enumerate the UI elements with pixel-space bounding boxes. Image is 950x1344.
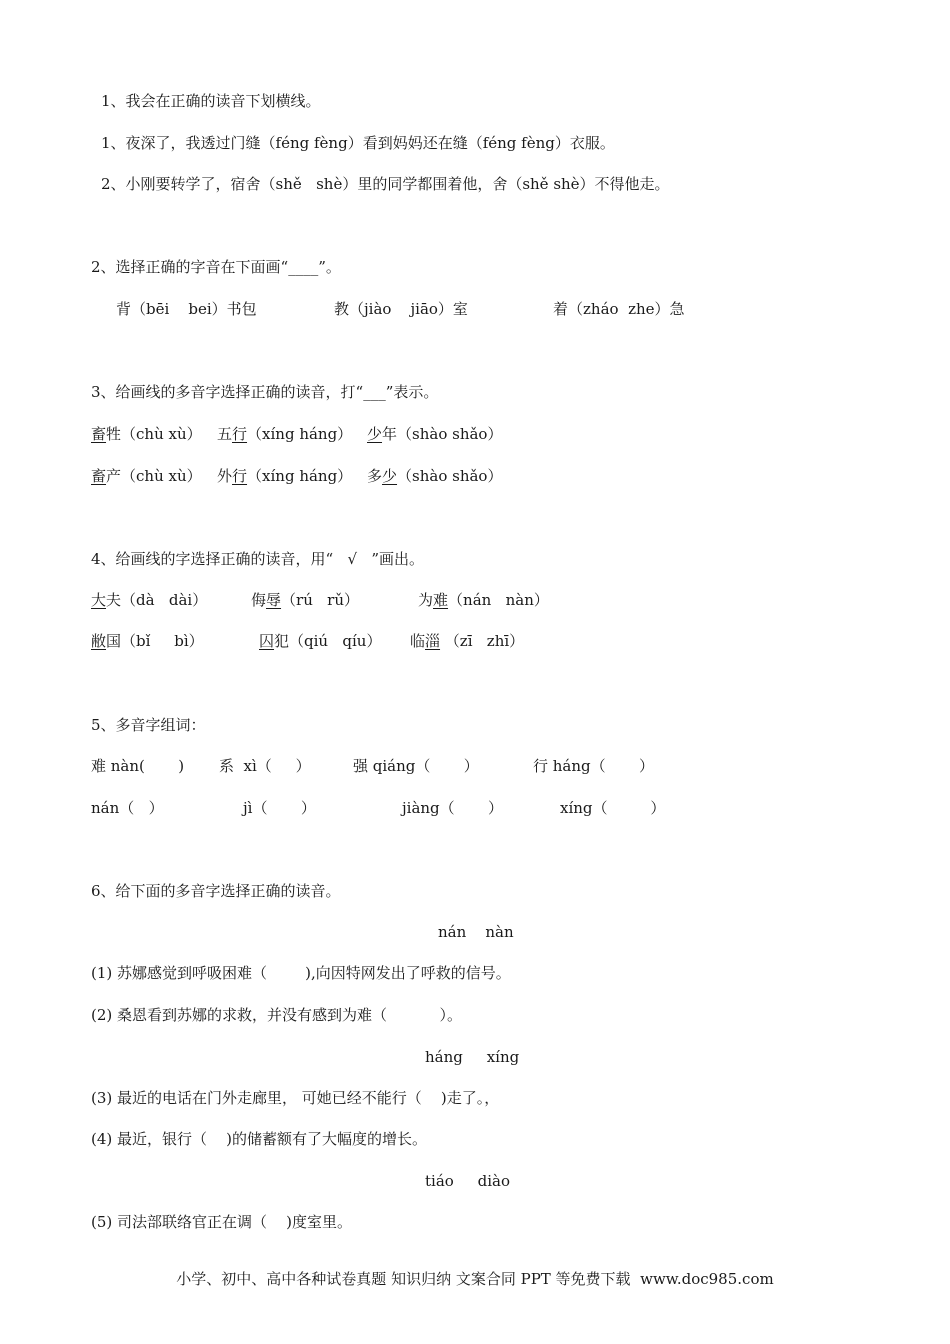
word-prefix: 外 xyxy=(217,467,233,485)
section-1-title: 1、我会在正确的读音下划横线。 xyxy=(101,92,321,110)
word-rest: （rú rǔ） xyxy=(281,591,359,609)
word-rest: 牲（chù xù） xyxy=(106,425,202,443)
word-rest: 年（shào shǎo） xyxy=(382,425,503,443)
underlined-char: 行 xyxy=(232,425,248,443)
section-5-title: 5、多音字组词： xyxy=(91,716,206,734)
section-6-pinyin-options-1: nán nàn xyxy=(438,923,514,941)
underlined-char: 辱 xyxy=(266,591,282,609)
underlined-char: 囚 xyxy=(259,632,275,650)
word-rest: （nán nàn） xyxy=(448,591,549,609)
section-6-question-5: (5) 司法部联络官正在调（ )度室里。 xyxy=(91,1213,352,1231)
section-5-row-1-item-1: 难 nàn( ) xyxy=(91,757,185,775)
word-rest: 产（chù xù） xyxy=(106,467,202,485)
underlined-char: 敝 xyxy=(91,632,107,650)
section-4-title: 4、给画线的字选择正确的读音，用“ √ ”画出。 xyxy=(91,550,425,568)
word-prefix: 为 xyxy=(418,591,434,609)
section-6-question-4: (4) 最近，银行（ )的储蓄额有了大幅度的增长。 xyxy=(91,1130,427,1148)
section-3-word-4 xyxy=(91,466,202,486)
underlined-char: 畜 xyxy=(91,467,107,485)
underlined-char: 难 xyxy=(433,591,449,609)
word-prefix: 侮 xyxy=(251,591,267,609)
section-6-pinyin-options-2: háng xíng xyxy=(425,1048,520,1066)
word-rest: （shào shǎo） xyxy=(397,467,503,485)
section-3-word-6 xyxy=(367,466,502,486)
underlined-char: 畜 xyxy=(91,425,107,443)
word-prefix: 多 xyxy=(367,467,383,485)
section-6-title: 6、给下面的多音字选择正确的读音。 xyxy=(91,882,341,900)
section-5-row-2-item-2: jì（ ） xyxy=(243,799,316,817)
word-prefix: 临 xyxy=(410,632,426,650)
underlined-char: 行 xyxy=(232,467,248,485)
section-5-row-2-item-4: xíng（ ） xyxy=(560,799,666,817)
section-6-pinyin-options-3: tiáo diào xyxy=(425,1172,511,1190)
section-4-word-3 xyxy=(418,590,549,610)
underlined-char: 少 xyxy=(367,425,383,443)
section-3-word-2 xyxy=(217,424,352,444)
word-prefix: 五 xyxy=(217,425,233,443)
section-5-row-1-item-4: 行 háng（ ） xyxy=(533,757,655,775)
section-2-item-2: 教（jiào jiāo）室 xyxy=(334,300,468,318)
section-4-word-5 xyxy=(259,631,381,651)
section-4-word-6 xyxy=(410,631,524,651)
section-2-title: 2、选择正确的字音在下面画“____”。 xyxy=(91,258,341,276)
word-rest: 犯（qiú qíu） xyxy=(274,632,382,650)
underlined-char: 少 xyxy=(382,467,398,485)
section-4-word-4 xyxy=(91,631,204,651)
section-3-word-3 xyxy=(367,424,502,444)
section-1-question-2: 2、小刚要转学了，宿舍（shě shè）里的同学都围着他，舍（shě shè）不得他走。 xyxy=(101,175,670,193)
section-1-question-1: 1、夜深了，我透过门缝（féng fèng）看到妈妈还在缝（féng fèng）衣服。 xyxy=(101,134,615,152)
section-6-question-1: (1) 苏娜感觉到呼吸困难（ ),向因特网发出了呼救的信号。 xyxy=(91,964,511,982)
section-5-row-1-item-3: 强 qiáng（ ） xyxy=(353,757,479,775)
word-rest: （xíng háng） xyxy=(247,467,353,485)
section-3-word-1 xyxy=(91,424,202,444)
section-6-question-3: (3) 最近的电话在门外走廊里， 可她已经不能行（ )走了。， xyxy=(91,1089,500,1107)
section-3-word-5 xyxy=(217,466,352,486)
section-5-row-2-item-3: jiàng（ ） xyxy=(402,799,504,817)
underlined-char: 淄 xyxy=(425,632,441,650)
word-rest: （zī zhī） xyxy=(440,632,525,650)
section-2-item-3: 着（zháo zhe）急 xyxy=(553,300,685,318)
underlined-char: 大 xyxy=(91,591,107,609)
word-rest: （xíng háng） xyxy=(247,425,353,443)
word-rest: 国（bǐ bì） xyxy=(106,632,204,650)
section-5-row-2-item-1: nán（ ） xyxy=(91,799,164,817)
section-6-question-2: (2) 桑恩看到苏娜的求救，并没有感到为难（ ）。 xyxy=(91,1006,462,1024)
section-3-title: 3、给画线的多音字选择正确的读音，打“___”表示。 xyxy=(91,383,439,401)
page-footer: 小学、初中、高中各种试卷真题 知识归纳 文案合同 PPT 等免费下载 www.doc985.com xyxy=(176,1270,774,1288)
word-rest: 夫（dà dài） xyxy=(106,591,208,609)
section-5-row-1-item-2: 系 xì（ ） xyxy=(219,757,311,775)
section-4-word-1 xyxy=(91,590,207,610)
section-2-item-1: 背（bēi bei）书包 xyxy=(116,300,257,318)
section-4-word-2 xyxy=(251,590,359,610)
